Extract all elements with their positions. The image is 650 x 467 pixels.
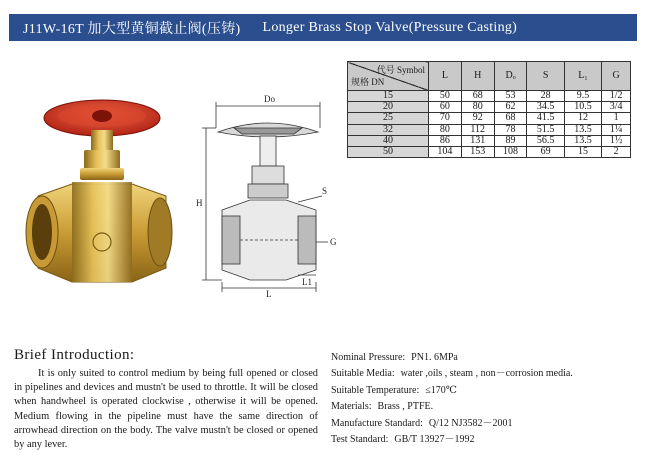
- spec-label: Suitable Temperature:: [331, 384, 420, 396]
- col-g: G: [602, 62, 631, 91]
- dn-cell: 25: [348, 113, 429, 124]
- value-cell: 28: [527, 91, 564, 102]
- value-cell: 3/4: [602, 102, 631, 113]
- spec-label: Suitable Media:: [331, 368, 395, 380]
- spec-row: [331, 366, 643, 382]
- value-cell: 60: [429, 102, 462, 113]
- col-do: Dₒ: [494, 62, 527, 91]
- col-h: H: [461, 62, 494, 91]
- valve-dimension-drawing: [194, 92, 344, 297]
- label-l: L: [266, 289, 272, 297]
- value-cell: 34.5: [527, 102, 564, 113]
- title-chinese: J11W-16T 加大型黄铜截止阀(压铸): [23, 21, 241, 37]
- value-cell: 104: [429, 147, 462, 158]
- value-cell: 51.5: [527, 124, 564, 135]
- spec-row: [331, 350, 643, 366]
- value-cell: 13.5: [564, 124, 601, 135]
- spec-value: ≤170℃: [425, 384, 457, 396]
- value-cell: 41.5: [527, 113, 564, 124]
- spec-label: Test Standard:: [331, 434, 389, 446]
- dn-cell: 50: [348, 147, 429, 158]
- col-l1: L₁: [564, 62, 601, 91]
- label-g: G: [330, 237, 337, 247]
- spec-label: Nominal Pressure:: [331, 352, 406, 363]
- spec-row: [331, 416, 643, 432]
- brief-heading: Brief Introduction:: [14, 347, 135, 363]
- table-row: [348, 147, 631, 158]
- table-row: [348, 124, 631, 135]
- spec-table: [347, 61, 631, 158]
- value-cell: 80: [429, 124, 462, 135]
- dn-cell: 40: [348, 135, 429, 146]
- value-cell: 69: [527, 147, 564, 158]
- title-banner: [9, 14, 637, 41]
- value-cell: 89: [494, 135, 527, 146]
- value-cell: 12: [564, 113, 601, 124]
- spec-label: Manufacture Standard:: [331, 417, 423, 429]
- brief-introduction: [14, 347, 318, 452]
- value-cell: 80: [461, 102, 494, 113]
- value-cell: 13.5: [564, 135, 601, 146]
- corner-cell: [348, 62, 429, 91]
- value-cell: 2: [602, 147, 631, 158]
- dn-cell: 20: [348, 102, 429, 113]
- col-l: L: [429, 62, 462, 91]
- table-row: [348, 91, 631, 102]
- value-cell: 68: [494, 113, 527, 124]
- value-cell: 9.5: [564, 91, 601, 102]
- valve-photo: [20, 92, 180, 292]
- spec-row: [331, 399, 643, 415]
- title-english: Longer Brass Stop Valve(Pressure Casting): [262, 19, 518, 35]
- spec-label: Materials:: [331, 401, 372, 413]
- value-cell: 1½: [602, 135, 631, 146]
- value-cell: 10.5: [564, 102, 601, 113]
- value-cell: 68: [461, 91, 494, 102]
- value-cell: 78: [494, 124, 527, 135]
- label-s: S: [322, 186, 328, 196]
- value-cell: 50: [429, 91, 462, 102]
- value-cell: 153: [461, 147, 494, 158]
- brief-body: It is only suited to control medium by being full opened or closed in pipelines and devices and mustn't be used to throttle. It will be closed when handwheel is operated clockwise , otherwise it will be opened. Medium flowing in the pipeline must have the same direction of arrowhead direction on the body. The valve mustn't be closed or opened by any lever.: [14, 368, 318, 451]
- table-row: [348, 102, 631, 113]
- table-row: [348, 113, 631, 124]
- spec-value: water ,oils , steam , non－corrosion media.: [400, 368, 573, 380]
- corner-top: 代号 Symbol: [376, 65, 425, 75]
- spec-row: [331, 432, 643, 448]
- value-cell: 92: [461, 113, 494, 124]
- spec-value: GB/T 13927－1992: [394, 434, 475, 446]
- spec-value: PN1. 6MPa: [411, 352, 458, 363]
- value-cell: 56.5: [527, 135, 564, 146]
- corner-bottom: 规格 DN: [351, 76, 385, 87]
- label-h: H: [196, 198, 203, 208]
- value-cell: 1/2: [602, 91, 631, 102]
- value-cell: 1: [602, 113, 631, 124]
- spec-list: [331, 350, 643, 448]
- table-row: [348, 135, 631, 146]
- label-l1: L1: [302, 277, 312, 287]
- spec-row: [331, 383, 643, 399]
- value-cell: 62: [494, 102, 527, 113]
- value-cell: 108: [494, 147, 527, 158]
- value-cell: 53: [494, 91, 527, 102]
- dn-cell: 32: [348, 124, 429, 135]
- label-do: Do: [264, 94, 275, 104]
- dn-cell: 15: [348, 91, 429, 102]
- value-cell: 86: [429, 135, 462, 146]
- value-cell: 15: [564, 147, 601, 158]
- value-cell: 131: [461, 135, 494, 146]
- value-cell: 1¼: [602, 124, 631, 135]
- value-cell: 112: [461, 124, 494, 135]
- spec-value: Q/12 NJ3582－2001: [428, 417, 513, 429]
- spec-value: Brass , PTFE.: [377, 401, 434, 413]
- table-header-row: [348, 62, 631, 91]
- col-s: S: [527, 62, 564, 91]
- value-cell: 70: [429, 113, 462, 124]
